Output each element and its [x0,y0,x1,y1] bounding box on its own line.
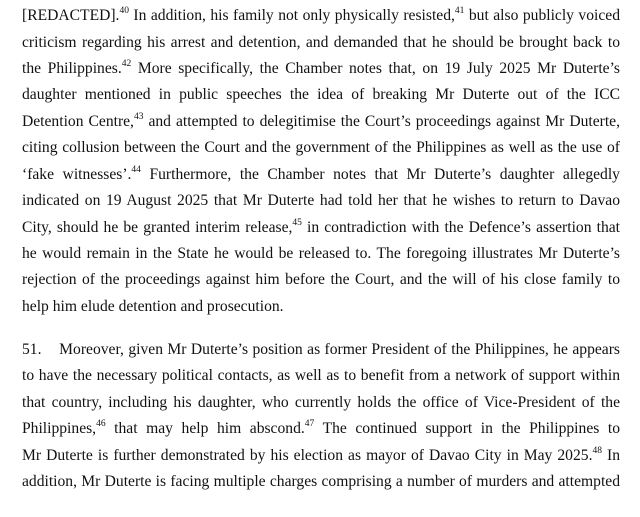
text-segment: to have the necessary political contacts, as well as to benefit from a network of support within [22,367,620,384]
text-segment: criticism regarding his arrest and detention, and demanded that he should be brought back to [22,34,620,51]
text-line [22,85,620,105]
text-line [22,218,620,238]
footnote-ref: 44 [131,164,141,175]
text-segment: daughter mentioned in public speeches the idea of breaking Mr Duterte out of the ICC [22,86,620,103]
footnote-ref: 46 [96,418,106,429]
text-segment: City, should he be granted interim release, [22,219,293,236]
text-segment: that may help him abscond. [105,420,305,437]
text-segment: in contradiction with the Defence’s assertion that [301,219,620,236]
footnote-ref: 41 [454,5,465,16]
text-segment: citing collusion between the Court and the government of the Philippines as well as the use of [22,139,620,156]
text-line [22,297,620,317]
text-segment: More specifically, the Chamber notes that, on 19 July 2025 Mr Duterte’s [131,60,620,77]
text-line [22,165,620,185]
text-segment: addition, Mr Duterte is facing multiple charges comprising a number of murders and attempted [22,473,620,490]
text-line [22,340,620,360]
footnote-ref: 42 [121,58,132,69]
text-line [22,472,620,492]
text-line [22,419,620,439]
text-segment: and attempted to delegitimise the Court’s proceedings against Mr Duterte, [143,113,621,130]
text-segment: Furthermore, the Chamber notes that Mr Duterte’s daughter allegedly [140,166,620,183]
text-segment: ‘fake witnesses’. [22,166,132,183]
text-line [22,112,620,132]
text-line [22,393,620,413]
footnote-ref: 43 [133,111,144,122]
footnote-ref: 48 [592,445,602,456]
text-segment: the Philippines. [22,60,122,77]
text-segment: The continued support in the Philippines to [314,420,621,437]
text-segment: indicated on 19 August 2025 that Mr Duterte had told her that he wishes to return to Davao [22,192,620,209]
text-line [22,138,620,158]
text-line [22,366,620,386]
text-line [22,191,620,211]
text-segment: rejection of the proceedings against him before the Court, and the will of his close family to [22,271,620,288]
text-segment: Detention Centre, [22,113,134,130]
text-line [22,446,620,466]
text-line [22,270,620,290]
footnote-ref: 40 [119,5,129,16]
footnote-ref: 47 [304,418,315,429]
text-segment: he would remain in the State he would be released to. The foregoing illustrates Mr Duterte’s [22,245,620,262]
text-line [22,244,620,264]
text-segment: help him elude detention and prosecution. [22,298,284,315]
text-line [22,33,620,53]
text-segment: that country, including his daughter, who currently holds the office of Vice-President of the [22,394,620,411]
text-segment: In addition, his family not only physically resisted, [128,7,455,24]
text-line [22,59,620,79]
text-segment: Mr Duterte is further demonstrated by his election as mayor of Davao City in May 2025. [22,447,593,464]
text-line [22,6,620,26]
text-segment: but also publicly voiced [464,7,620,24]
footnote-ref: 45 [292,217,302,228]
text-segment: Philippines, [22,420,97,437]
text-segment: In [601,447,621,464]
text-segment: [REDACTED]. [22,7,120,24]
text-segment: 51. Moreover, given Mr Duterte’s position as former President of the Philippines, he appears [22,341,620,358]
